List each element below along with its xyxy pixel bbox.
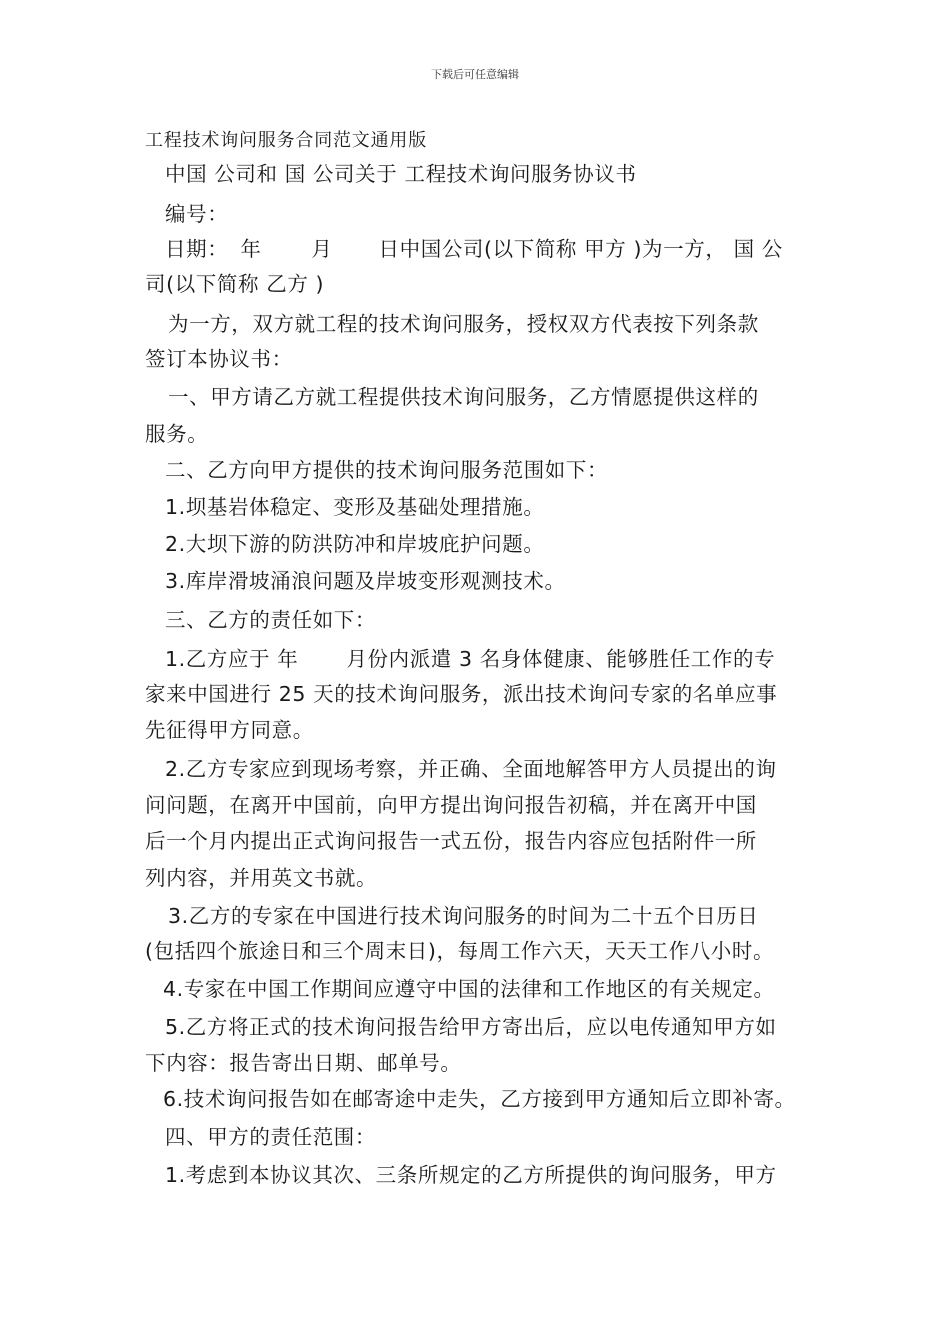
article-3-item-1-part-a: 1.乙方应于 年 — [165, 647, 299, 671]
article-3-heading: 三、乙方的责任如下： — [165, 608, 376, 632]
agreement-subtitle: 中国 公司和 国 公司关于 工程技术询问服务协议书 — [165, 162, 637, 186]
article-3-item-2-line-3: 后一个月内提出正式询问报告一式五份，报告内容应包括附件一所 — [145, 829, 757, 853]
number-label: 编号： — [165, 202, 229, 226]
article-3-item-1-line-1 — [165, 645, 835, 673]
article-2-heading: 二、乙方向甲方提供的技术询问服务范围如下： — [165, 458, 609, 482]
date-month: 月 — [311, 237, 333, 261]
intro-line-1: 为一方，双方就工程的技术询问服务，授权双方代表按下列条款 — [168, 312, 759, 336]
article-3-item-4: 4.专家在中国工作期间应遵守中国的法律和工作地区的有关规定。 — [163, 977, 775, 1001]
article-3-item-3-line-1: 3.乙方的专家在中国进行技术询问服务的时间为二十五个日历日 — [168, 904, 759, 928]
article-3-item-2-line-1: 2.乙方专家应到现场考察，并正确、全面地解答甲方人员提出的询 — [165, 757, 777, 781]
article-3-item-3-line-2: (包括四个旅途日和三个周末日)，每周工作六天，天天工作八小时。 — [145, 939, 775, 963]
article-3-item-1-part-b: 月份内派遣 3 名身体健康、能够胜任工作的专 — [346, 647, 776, 671]
article-2-item-3: 3.库岸滑坡涌浪问题及岸坡变形观测技术。 — [165, 569, 566, 593]
date-label: 日期： — [165, 237, 229, 261]
article-3-item-2-line-4: 列内容，并用英文书就。 — [145, 866, 378, 890]
page-header-note: 下载后可任意编辑 — [431, 68, 519, 81]
date-rest: 日中国公司(以下简称 甲方 )为一方， 国 公 — [378, 237, 783, 261]
document-title: 工程技术询问服务合同范文通用版 — [145, 130, 427, 151]
article-1-line-1: 一、甲方请乙方就工程提供技术询问服务，乙方情愿提供这样的 — [168, 385, 759, 409]
article-3-item-5-line-1: 5.乙方将正式的技术询问报告给甲方寄出后，应以电传通知甲方如 — [165, 1015, 777, 1039]
article-2-item-1: 1.坝基岩体稳定、变形及基础处理措施。 — [165, 495, 545, 519]
date-line-2: 司(以下简称 乙方 ) — [145, 272, 325, 296]
intro-line-2: 签订本协议书： — [145, 347, 293, 371]
article-4-heading: 四、甲方的责任范围： — [165, 1125, 376, 1149]
article-3-item-1-line-3: 先征得甲方同意。 — [145, 718, 314, 742]
article-4-item-1: 1.考虑到本协议其次、三条所规定的乙方所提供的询问服务，甲方 — [165, 1163, 777, 1187]
article-1-line-2: 服务。 — [145, 422, 209, 446]
article-2-item-2: 2.大坝下游的防洪防冲和岸坡庇护问题。 — [165, 532, 545, 556]
article-3-item-6: 6.技术询问报告如在邮寄途中走失，乙方接到甲方通知后立即补寄。 — [163, 1087, 796, 1111]
article-3-item-5-line-2: 下内容：报告寄出日期、邮单号。 — [145, 1051, 462, 1075]
date-year: 年 — [240, 237, 262, 261]
article-3-item-1-line-2: 家来中国进行 25 天的技术询问服务，派出技术询问专家的名单应事 — [145, 682, 778, 706]
article-3-item-2-line-2: 问问题，在离开中国前，向甲方提出询问报告初稿，并在离开中国 — [145, 793, 757, 817]
date-line — [165, 235, 835, 263]
